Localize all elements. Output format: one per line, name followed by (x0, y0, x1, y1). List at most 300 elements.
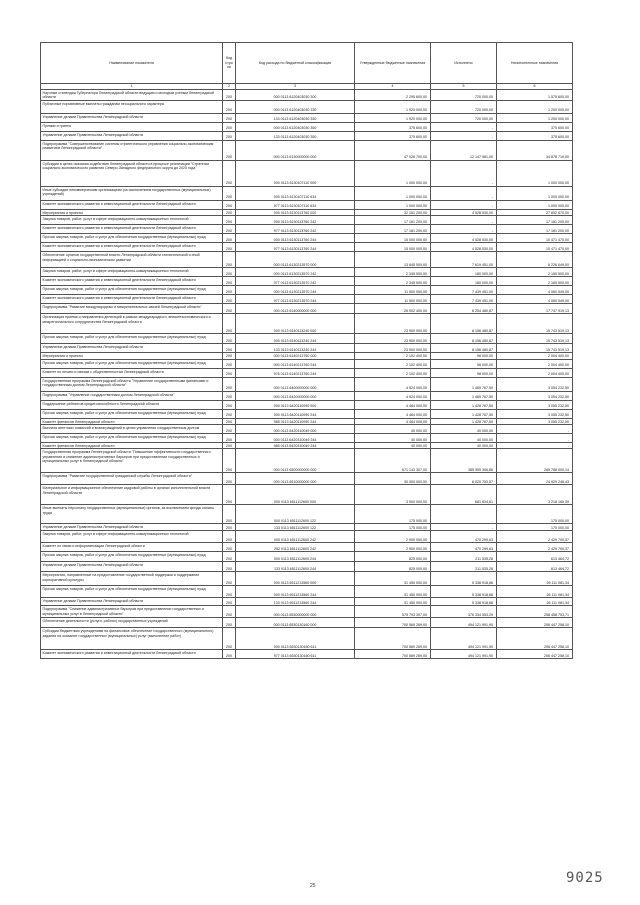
row-code-cell: 200 (223, 344, 236, 353)
row-approved-cell: 700 569 269,00 (355, 650, 431, 659)
row-approved-cell: 825 000,00 (355, 552, 431, 562)
row-kbk-cell: 000 0113 6511112600 242 (236, 531, 355, 543)
column-number: 1 (41, 84, 223, 90)
table-row (41, 277, 573, 286)
row-kbk-cell: 000 0113 6510000000 000 (236, 473, 355, 485)
row-unexecuted-cell: 375 600,00 (497, 131, 573, 140)
row-kbk-cell: 000 0113 6140000000 000 (236, 304, 355, 314)
row-name-cell: Мероприятия, направленные на предоставление государственной поддержки и поддержание корпоративной культуры (41, 572, 223, 586)
row-executed-cell: - (431, 122, 497, 131)
header-kbk: Код расхода по бюджетной классификации (236, 43, 355, 84)
row-approved-cell: 575 793 307,00 (355, 606, 431, 618)
row-approved-cell: 700 569 269,00 (355, 618, 431, 628)
row-kbk-cell: 000 0113 6120403030 350 (236, 122, 355, 131)
row-name-cell: Управление делами Правительства Ленинградской области (41, 113, 223, 122)
row-approved-cell: 2 102 400,00 (355, 353, 431, 359)
row-unexecuted-cell: 2 004 400,00 (497, 353, 573, 359)
row-approved-cell: 47 026 700,00 (355, 140, 431, 160)
row-kbk-cell: 000 0113 6130113760 242 (236, 216, 355, 225)
row-executed-cell: 720 000,00 (431, 90, 497, 101)
row-kbk-cell: 000 0113 6130107110 634 (236, 186, 355, 200)
row-code-cell: 200 (223, 377, 236, 391)
table-row (41, 131, 573, 140)
row-unexecuted-cell: - (497, 434, 573, 443)
row-unexecuted-cell: 2 165 500,00 (497, 268, 573, 277)
row-executed-cell: 385 355 306,86 (431, 449, 497, 473)
row-unexecuted-cell: 34 878 719,00 (497, 140, 573, 160)
row-executed-cell: 4 528 530,00 (431, 243, 497, 252)
row-approved-cell: 17 181 200,00 (355, 225, 431, 234)
row-code-cell: 200 (223, 304, 236, 314)
row-executed-cell: - (431, 524, 497, 531)
row-approved-cell: 1 000 000,00 (355, 200, 431, 209)
row-approved-cell: 2 900 000,00 (355, 531, 431, 543)
row-unexecuted-cell: 613 464,72 (497, 562, 573, 572)
table-row (41, 377, 573, 391)
row-kbk-cell: 000 0113 6130213570 242 (236, 268, 355, 277)
row-approved-cell: 175 000,00 (355, 524, 431, 531)
row-executed-cell: 494 121 991,90 (431, 618, 497, 628)
row-name-cell: Прочая закупка товаров, работ и услуг для обеспечения государственных (муниципальных) нужд (41, 359, 223, 368)
row-kbk-cell: 133 0113 6140113240 244 (236, 344, 355, 353)
row-code-cell: 200 (223, 586, 236, 598)
row-code-cell: 200 (223, 524, 236, 531)
row-name-cell: Комитет финансов Ленинградской области (41, 443, 223, 449)
row-name-cell: Научные стипендии Губернатора Ленинградской области ведущим и молодым ученым Ленинградской области (41, 90, 223, 101)
table-row (41, 234, 573, 243)
row-kbk-cell: 000 0113 6120403030 330 (236, 100, 355, 113)
row-approved-cell: 175 000,00 (355, 505, 431, 524)
row-executed-cell: 40 000,00 (431, 425, 497, 434)
row-approved-cell: 2 345 500,00 (355, 268, 431, 277)
row-unexecuted-cell: 10 471 470,00 (497, 234, 573, 243)
header-executed: Исполнено (431, 43, 497, 84)
row-unexecuted-cell: 375 600,00 (497, 122, 573, 131)
row-code-cell: 200 (223, 425, 236, 434)
row-code-cell: 200 (223, 131, 236, 140)
row-name-cell: Комитет экономического развития и инвестиционной деятельности Ленинградской области (41, 243, 223, 252)
row-code-cell: 200 (223, 209, 236, 215)
row-executed-cell: 1 428 767,50 (431, 400, 497, 409)
row-approved-cell: 17 181 200,00 (355, 216, 431, 225)
header-code: Код стро ки (223, 43, 236, 84)
table-row (41, 344, 573, 353)
table-row (41, 186, 573, 200)
row-approved-cell: 825 000,00 (355, 562, 431, 572)
row-executed-cell: - (431, 225, 497, 234)
row-kbk-cell: 000 0113 6511112600 122 (236, 505, 355, 524)
row-name-cell: Субсидии бюджетным учреждениям на финансовое обеспечение государственного (муниципального) задания на оказание государственных (муниципальных) услуг (выполнение работ) (41, 628, 223, 650)
row-code-cell: 200 (223, 543, 236, 552)
row-kbk-cell: 133 0113 6511213560 244 (236, 598, 355, 606)
row-kbk-cell: 000 0113 6130113760 244 (236, 234, 355, 243)
row-name-cell: Закупка товаров, работ, услуг в сфере информационно-коммуникационных технологий (41, 268, 223, 277)
row-executed-cell: 8 156 480,87 (431, 344, 497, 353)
row-executed-cell: 470 299,63 (431, 543, 497, 552)
row-executed-cell: 40 000,00 (431, 443, 497, 449)
row-kbk-cell: 000 0113 6511112600 000 (236, 485, 355, 505)
row-executed-cell: 12 147 981,00 (431, 140, 497, 160)
row-executed-cell: 494 121 991,90 (431, 650, 497, 659)
row-name-cell: Государственная программа Ленинградской области "Управление государственными финансами и государственным долгом Ленинградской области" (41, 377, 223, 391)
row-name-cell: Государственная программа Ленинградской области "Повышение эффективности государственного управления и снижение административных барьеров при предоставлении государственных и муниципальных услуг в Ленинградской области" (41, 449, 223, 473)
row-name-cell: Управление делами Правительства Ленинградской области (41, 562, 223, 572)
row-code-cell: 200 (223, 473, 236, 485)
row-executed-cell: 5 338 918,66 (431, 572, 497, 586)
table-row (41, 200, 573, 209)
column-number: 6 (497, 84, 573, 90)
row-approved-cell: 2 345 500,00 (355, 277, 431, 286)
row-code-cell: 200 (223, 186, 236, 200)
row-executed-cell: 8 156 480,87 (431, 314, 497, 334)
row-approved-cell: 3 900 000,00 (355, 485, 431, 505)
row-code-cell: 200 (223, 618, 236, 628)
table-row (41, 100, 573, 113)
row-kbk-cell: 977 0113 6130213570 244 (236, 295, 355, 304)
row-approved-cell: 31 450 000,00 (355, 586, 431, 598)
table-row (41, 524, 573, 531)
table-row (41, 628, 573, 650)
row-approved-cell: 1 000 000,00 (355, 186, 431, 200)
row-approved-cell: 2 900 000,00 (355, 543, 431, 552)
row-name-cell: Прочая закупка товаров, работ и услуг для обеспечения государственных (муниципальных) нужд (41, 234, 223, 243)
row-approved-cell: 13 845 500,00 (355, 252, 431, 268)
row-code-cell: 200 (223, 353, 236, 359)
row-unexecuted-cell: 27 652 670,00 (497, 209, 573, 215)
row-kbk-cell: 977 0113 6130107110 634 (236, 200, 355, 209)
row-name-cell: Прочая закупка товаров, работ и услуг для обеспечения государственных (муниципальных) нужд (41, 552, 223, 562)
table-row (41, 314, 573, 334)
row-code-cell: 200 (223, 100, 236, 113)
row-name-cell: Комитет по печати и связям с общественностью Ленинградской области (41, 368, 223, 377)
column-number: 3 (236, 84, 355, 90)
row-approved-cell: 4 484 000,00 (355, 400, 431, 409)
row-unexecuted-cell: - (497, 425, 573, 434)
row-approved-cell: 30 300 000,00 (355, 473, 431, 485)
row-code-cell: 200 (223, 90, 236, 101)
row-unexecuted-cell: - (497, 443, 573, 449)
table-row (41, 485, 573, 505)
row-approved-cell: 15 000 000,00 (355, 234, 431, 243)
row-kbk-cell: 000 0113 6530130160 000 (236, 618, 355, 628)
row-name-cell: Прочая закупка товаров, работ и услуг для обеспечения государственных (муниципальных) нужд (41, 286, 223, 295)
row-executed-cell: 1 469 767,50 (431, 391, 497, 400)
table-row (41, 650, 573, 659)
table-header (41, 43, 573, 84)
row-code-cell: 200 (223, 449, 236, 473)
row-executed-cell: 1 469 767,50 (431, 377, 497, 391)
row-executed-cell: 1 428 767,50 (431, 418, 497, 424)
row-code-cell: 200 (223, 252, 236, 268)
column-number: 2 (223, 84, 236, 90)
row-kbk-cell: 000 0113 6130213570 244 (236, 286, 355, 295)
row-kbk-cell: 000 0113 6140113240 000 (236, 314, 355, 334)
row-approved-cell: 11 500 000,00 (355, 295, 431, 304)
row-unexecuted-cell: 1 000 000,00 (497, 160, 573, 186)
table-row (41, 473, 573, 485)
row-name-cell: Прочая закупка товаров, работ и услуг для обеспечения государственных (муниципальных) нужд (41, 434, 223, 443)
table-body (41, 90, 573, 659)
row-executed-cell: 681 834,61 (431, 485, 497, 505)
row-name-cell: Мероприятия и проекты (41, 353, 223, 359)
row-unexecuted-cell: 206 447 258,10 (497, 628, 573, 650)
row-name-cell: Комитет экономического развития и инвестиционной деятельности Ленинградской области (41, 200, 223, 209)
row-unexecuted-cell: 613 464,72 (497, 552, 573, 562)
row-approved-cell: 40 000,00 (355, 425, 431, 434)
row-code-cell: 200 (223, 562, 236, 572)
row-name-cell: Закупка товаров, работ, услуг в сфере информационно-коммуникационных технологий (41, 216, 223, 225)
row-name-cell: Управление делами Правительства Ленинградской области (41, 524, 223, 531)
row-approved-cell: 31 450 000,00 (355, 598, 431, 606)
row-executed-cell: 720 000,00 (431, 100, 497, 113)
row-approved-cell: 40 000,00 (355, 434, 431, 443)
handwritten-page-stamp: 9025 (566, 870, 604, 886)
row-code-cell: 200 (223, 606, 236, 618)
row-unexecuted-cell: 1 000 000,00 (497, 200, 573, 209)
row-approved-cell: 26 002 400,00 (355, 304, 431, 314)
row-code-cell: 200 (223, 505, 236, 524)
row-code-cell: 200 (223, 485, 236, 505)
row-unexecuted-cell: 206 447 258,10 (497, 650, 573, 659)
row-executed-cell: - (431, 200, 497, 209)
row-approved-cell: 375 600,00 (355, 122, 431, 131)
row-code-cell: 200 (223, 160, 236, 186)
row-name-cell: Обеспечение деятельности (услуги, работы) государственных учреждений (41, 618, 223, 628)
row-name-cell: Субсидии в целях оказания содействия Ленинградской области в процессе реализации "Стратегии социально-экономического развития Северо-Западного федерального округа до 2020 года" (41, 160, 223, 186)
row-kbk-cell: 000 0113 6140213760 000 (236, 353, 355, 359)
row-approved-cell: 375 600,00 (355, 131, 431, 140)
row-unexecuted-cell: 1 575 600,00 (497, 90, 573, 101)
row-unexecuted-cell: 15 743 519,13 (497, 344, 573, 353)
row-executed-cell: 180 000,00 (431, 268, 497, 277)
row-unexecuted-cell: 15 743 519,13 (497, 334, 573, 344)
row-executed-cell: - (431, 131, 497, 140)
budget-sheet (40, 42, 572, 659)
header-name: Наименование показателя (41, 43, 223, 84)
table-row (41, 531, 573, 543)
row-unexecuted-cell: 17 181 200,00 (497, 216, 573, 225)
table-row (41, 505, 573, 524)
row-executed-cell: 98 000,00 (431, 353, 497, 359)
row-name-cell: Комитет экономического развития и инвестиционной деятельности Ленинградской области (41, 225, 223, 234)
row-code-cell: 200 (223, 200, 236, 209)
row-approved-cell: 15 000 000,00 (355, 243, 431, 252)
row-approved-cell: 1 000 000,00 (355, 160, 431, 186)
table-row (41, 216, 573, 225)
row-code-cell: 200 (223, 650, 236, 659)
row-executed-cell: 4 528 530,00 (431, 209, 497, 215)
table-row (41, 409, 573, 418)
row-executed-cell: 470 299,63 (431, 531, 497, 543)
table-row (41, 90, 573, 101)
row-kbk-cell: 000 0113 6511213560 244 (236, 586, 355, 598)
row-name-cell: Мероприятия и проекты (41, 209, 223, 215)
row-code-cell: 200 (223, 234, 236, 243)
row-unexecuted-cell: 15 743 519,13 (497, 314, 573, 334)
row-executed-cell: 7 619 451,00 (431, 252, 497, 268)
row-executed-cell: 7 439 451,00 (431, 295, 497, 304)
row-code-cell: 200 (223, 277, 236, 286)
row-executed-cell: 4 528 530,00 (431, 234, 497, 243)
row-kbk-cell: 976 0113 6140213760 244 (236, 368, 355, 377)
row-code-cell: 200 (223, 531, 236, 543)
row-kbk-cell: 000 0113 6400000000 000 (236, 377, 355, 391)
row-executed-cell: 376 334 553,29 (431, 606, 497, 618)
row-executed-cell: 5 338 918,66 (431, 598, 497, 606)
row-name-cell: Закупка товаров, работ, услуг в сфере информационно-коммуникационных технологий (41, 531, 223, 543)
row-approved-cell: 4 484 000,00 (355, 409, 431, 418)
budget-table (40, 42, 573, 659)
row-unexecuted-cell: 26 111 081,34 (497, 572, 573, 586)
row-name-cell: Подпрограмма "Управление государственным долгом Ленинградской области" (41, 391, 223, 400)
table-row (41, 543, 573, 552)
row-kbk-cell: 000 0113 6130000000 000 (236, 140, 355, 160)
row-unexecuted-cell: 3 054 232,50 (497, 377, 573, 391)
row-executed-cell: 8 254 480,87 (431, 304, 497, 314)
row-kbk-cell: 000 0113 6130107110 000 (236, 160, 355, 186)
row-approved-cell: 1 920 000,00 (355, 100, 431, 113)
row-code-cell: 200 (223, 628, 236, 650)
row-unexecuted-cell: 3 218 165,39 (497, 485, 573, 505)
row-unexecuted-cell: 206 447 258,10 (497, 618, 573, 628)
row-approved-cell: 2 295 600,00 (355, 90, 431, 101)
row-kbk-cell: 133 0113 6511112600 244 (236, 562, 355, 572)
row-code-cell: 200 (223, 359, 236, 368)
row-unexecuted-cell: 3 055 232,50 (497, 400, 573, 409)
row-approved-cell: 40 000,00 (355, 443, 431, 449)
header-unexecuted: Неисполненные назначения (497, 43, 573, 84)
row-code-cell: 200 (223, 598, 236, 606)
table-row (41, 359, 573, 368)
row-code-cell: 200 (223, 140, 236, 160)
row-executed-cell: - (431, 216, 497, 225)
row-name-cell: Подпрограмма "Развитие государственной гражданской службы Ленинградской области" (41, 473, 223, 485)
row-kbk-cell: 000 0113 6420110090 000 (236, 400, 355, 409)
row-kbk-cell: 000 0113 6500000000 000 (236, 449, 355, 473)
row-unexecuted-cell: 10 471 470,00 (497, 243, 573, 252)
row-kbk-cell: 000 0113 6140113240 244 (236, 334, 355, 344)
row-kbk-cell: 133 0113 6120403030 330 (236, 113, 355, 122)
table-row (41, 586, 573, 598)
row-approved-cell: 2 102 400,00 (355, 368, 431, 377)
table-row (41, 252, 573, 268)
table-row (41, 160, 573, 186)
table-row (41, 562, 573, 572)
row-kbk-cell: 000 0113 6511213560 000 (236, 572, 355, 586)
table-row (41, 295, 573, 304)
row-approved-cell: 23 900 000,00 (355, 334, 431, 344)
table-row (41, 225, 573, 234)
row-unexecuted-cell: 175 000,00 (497, 524, 573, 531)
row-name-cell: Подпрограмма "Совершенствование системы стратегического управления социально-экономическим развитием Ленинградской области" (41, 140, 223, 160)
row-code-cell: 200 (223, 434, 236, 443)
table-row (41, 113, 573, 122)
table-row (41, 368, 573, 377)
table-row (41, 122, 573, 131)
table-row (41, 400, 573, 409)
table-row (41, 268, 573, 277)
row-kbk-cell: 985 0113 6420110090 244 (236, 418, 355, 424)
row-name-cell: Поддержание рейтингов кредитоспособности Ленинградской области (41, 400, 223, 409)
row-code-cell: 200 (223, 572, 236, 586)
row-approved-cell: 4 524 000,00 (355, 377, 431, 391)
row-executed-cell: 494 121 991,90 (431, 628, 497, 650)
table-row (41, 304, 573, 314)
row-unexecuted-cell: 3 054 232,50 (497, 391, 573, 400)
row-executed-cell: - (431, 160, 497, 186)
row-kbk-cell: 000 0113 6120403030 300 (236, 90, 355, 101)
row-name-cell: Премии и гранты (41, 122, 223, 131)
row-name-cell: Иные выплаты персоналу государственных (муниципальных) органов, за исключением фонда оплаты труда (41, 505, 223, 524)
row-executed-cell: 40 000,00 (431, 434, 497, 443)
row-approved-cell: 2 102 400,00 (355, 359, 431, 368)
row-name-cell: Управление делами Правительства Ленинградской области (41, 131, 223, 140)
row-kbk-cell: 000 0113 6420110090 244 (236, 409, 355, 418)
row-executed-cell: 98 000,00 (431, 368, 497, 377)
row-executed-cell: 7 439 451,00 (431, 286, 497, 295)
row-approved-cell: 11 500 000,00 (355, 286, 431, 295)
row-approved-cell: 700 569 269,00 (355, 628, 431, 650)
row-kbk-cell: 000 0113 6420310049 244 (236, 434, 355, 443)
table-row (41, 598, 573, 606)
row-code-cell: 200 (223, 418, 236, 424)
row-unexecuted-cell: 1 000 000,00 (497, 186, 573, 200)
row-name-cell: Подпрограмма "Снижение административных барьеров при предоставлении государственных и муниципальных услуг в Ленинградской области" (41, 606, 223, 618)
row-name-cell: Организация приема и направления делегаций в рамках международного, внешнеэкономического и межрегионального сотрудничества Ленинградской области (41, 314, 223, 334)
row-executed-cell: 211 535,28 (431, 552, 497, 562)
row-name-cell: Комитет финансов Ленинградской области (41, 418, 223, 424)
row-code-cell: 200 (223, 314, 236, 334)
row-approved-cell: 4 524 000,00 (355, 391, 431, 400)
table-row (41, 449, 573, 473)
row-name-cell: Материальное и информационное обеспечение кадровой работы в органах исполнительной власти Ленинградской области (41, 485, 223, 505)
row-kbk-cell: 000 0113 6420000000 000 (236, 391, 355, 400)
row-name-cell: Выплата агентских комиссий и вознаграждений в целях управления государственным долгом (41, 425, 223, 434)
row-name-cell: Прочая закупка товаров, работ и услуг для обеспечения государственных (муниципальных) нужд (41, 409, 223, 418)
row-name-cell: Прочая закупка товаров, работ и услуг для обеспечения государственных (муниципальных) нужд (41, 334, 223, 344)
row-code-cell: 200 (223, 286, 236, 295)
row-unexecuted-cell: 17 747 919,13 (497, 304, 573, 314)
row-executed-cell: 1 428 767,50 (431, 409, 497, 418)
table-row (41, 606, 573, 618)
row-name-cell: Обеспечение органов государственной власти Ленинградской области статистической и иной информацией о социально-экономическом развитии (41, 252, 223, 268)
row-name-cell: Иные субсидии некоммерческим организациям (за исключением государственных (муниципальных) учреждений) (41, 186, 223, 200)
row-name-cell: Управление делами Правительства Ленинградской области (41, 344, 223, 353)
row-code-cell: 200 (223, 122, 236, 131)
column-number: 5 (431, 84, 497, 90)
row-executed-cell: 98 000,00 (431, 359, 497, 368)
page-number: 25 (310, 883, 316, 889)
row-unexecuted-cell: 17 181 200,00 (497, 225, 573, 234)
row-kbk-cell: 252 0113 6511112600 242 (236, 543, 355, 552)
row-approved-cell: 4 484 000,00 (355, 418, 431, 424)
row-kbk-cell: 000 0113 6130113760 000 (236, 209, 355, 215)
row-kbk-cell: 000 0113 6511112600 244 (236, 552, 355, 562)
row-code-cell: 200 (223, 391, 236, 400)
table-row (41, 572, 573, 586)
row-executed-cell: 8 156 480,87 (431, 334, 497, 344)
row-code-cell: 200 (223, 552, 236, 562)
row-unexecuted-cell: 1 200 000,00 (497, 113, 573, 122)
row-unexecuted-cell: 4 060 549,00 (497, 295, 573, 304)
row-approved-cell: 23 900 000,00 (355, 314, 431, 334)
row-kbk-cell: 133 0113 6511112600 122 (236, 524, 355, 531)
row-code-cell: 200 (223, 409, 236, 418)
table-row (41, 425, 573, 434)
row-unexecuted-cell: 2 165 500,00 (497, 277, 573, 286)
row-executed-cell: 6 020 753,57 (431, 473, 497, 485)
row-unexecuted-cell: 2 004 400,00 (497, 368, 573, 377)
